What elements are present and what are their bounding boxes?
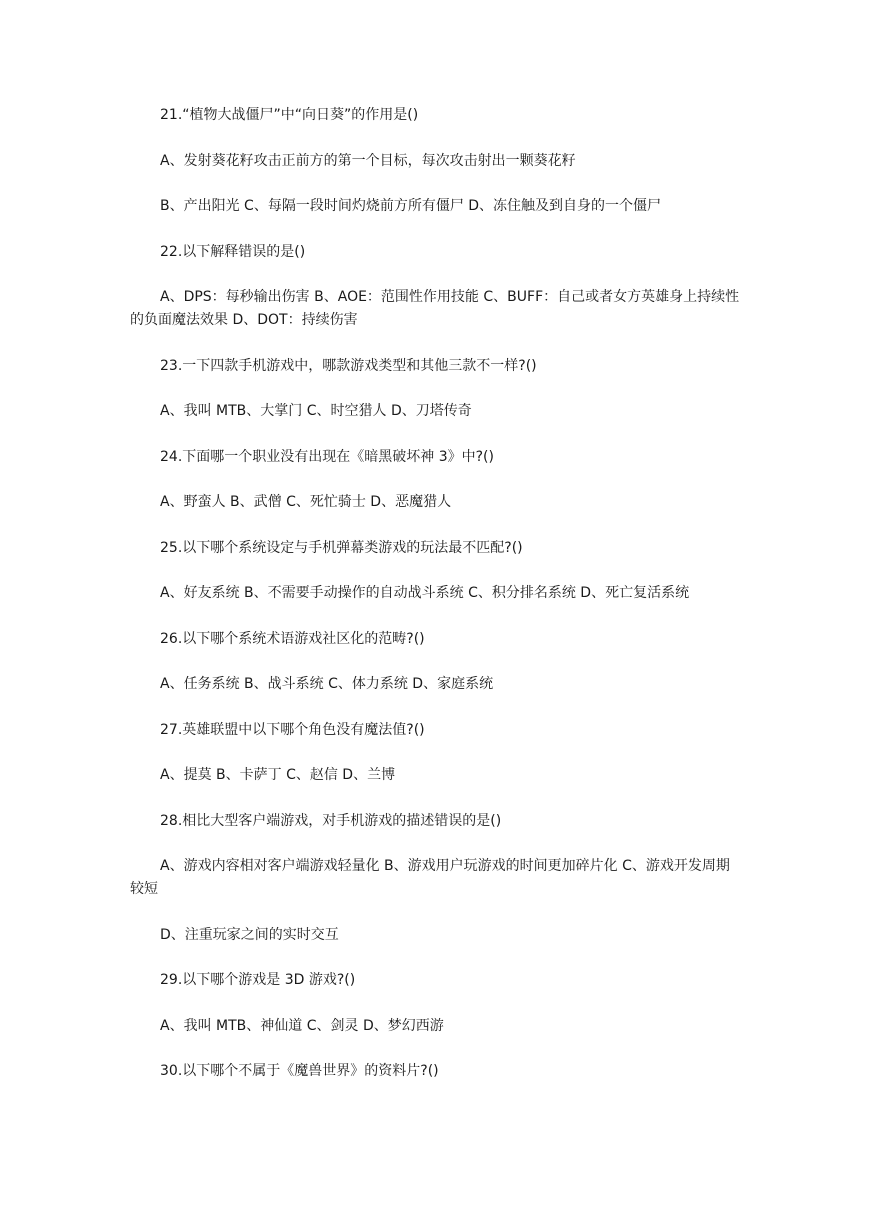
question-21: 21.“植物大战僵尸”中“向日葵”的作用是(): [160, 107, 419, 123]
question-27: 27.英雄联盟中以下哪个角色没有魔法值?(): [160, 722, 425, 738]
answer-28: A、游戏内容相对客户端游戏轻量化 B、游戏用户玩游戏的时间更加碎片化 C、游戏开发周期较短: [130, 858, 730, 897]
answer-25: A、好友系统 B、不需要手动操作的自动战斗系统 C、积分排名系统 D、死亡复活系统: [160, 585, 690, 601]
question-24: 24.下面哪一个职业没有出现在《暗黑破坏神 3》中?(): [160, 449, 494, 465]
answer-22: A、DPS：每秒输出伤害 B、AOE：范围性作用技能 C、BUFF：自己或者女方英雄身上持续性的负面魔法效果 D、DOT：持续伤害: [130, 289, 740, 328]
question-26: 26.以下哪个系统术语游戏社区化的范畴?(): [160, 631, 425, 647]
question-30: 30.以下哪个不属于《魔兽世界》的资料片?(): [160, 1063, 439, 1079]
answer-27: A、提莫 B、卡萨丁 C、赵信 D、兰博: [160, 767, 396, 783]
answer-28-option-d: D、注重玩家之间的实时交互: [160, 927, 339, 943]
question-28: 28.相比大型客户端游戏，对手机游戏的描述错误的是(): [160, 813, 502, 829]
question-29: 29.以下哪个游戏是 3D 游戏?(): [160, 972, 356, 988]
question-25: 25.以下哪个系统设定与手机弹幕类游戏的玩法最不匹配?(): [160, 540, 523, 556]
answer-24: A、野蛮人 B、武僧 C、死忙骑士 D、恶魔猎人: [160, 494, 452, 510]
answer-29: A、我叫 MTB、神仙道 C、剑灵 D、梦幻西游: [160, 1018, 444, 1034]
question-22: 22.以下解释错误的是(): [160, 244, 306, 260]
question-23: 23.一下四款手机游戏中，哪款游戏类型和其他三款不一样?(): [160, 358, 537, 374]
answer-21-line-1: A、发射葵花籽攻击正前方的第一个目标，每次攻击射出一颗葵花籽: [160, 153, 576, 169]
answer-26: A、任务系统 B、战斗系统 C、体力系统 D、家庭系统: [160, 676, 494, 692]
answer-23: A、我叫 MTB、大掌门 C、时空猎人 D、刀塔传奇: [160, 403, 472, 419]
answer-21-line-2: B、产出阳光 C、每隔一段时间灼烧前方所有僵尸 D、冻住触及到自身的一个僵尸: [160, 198, 662, 214]
